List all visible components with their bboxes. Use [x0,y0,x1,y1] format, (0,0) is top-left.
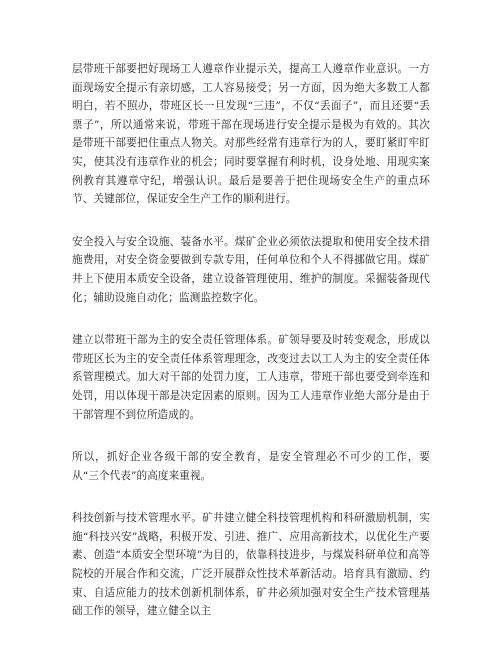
paragraph-responsibility-system: 建立以带班干部为主的安全责任管理体系。矿领导要及时转变观念，形成以带班区长为主的安全责任体系管理理念，改变过去以工人为主的安全责任体系管理模式。加大对干部的处罚力度，工人违章，带班干部也要受到牵连和处罚，用以体现干部是决定因素的原则。因为工人违章作业绝大部分是由于干部管理不到位所造成的。 [72,334,430,421]
paragraph-safety-investment: 安全投入与安全设施、装备水平。煤矿企业必须依法提取和使用安全技术措施费用，对安全资金要做到专款专用，任何单位和个人不得挪做它用。煤矿井上下使用本质安全设备，建立设备管理使用、维护的制度。采掘装备现代化；辅助设施自动化；监测监控数字化。 [72,235,430,304]
paragraph-technology-innovation: 科技创新与技术管理水平。矿井建立健全科技管理机构和科研激励机制，实施“科技兴安”战略，积极开发、引进、推广、应用高新技术，以优化生产要素、创造“本质安全型环境”为目的，依靠科技进步，与煤炭科研单位和高等院校的开展合作和交流，广泛开展群众性技术革新活动。培育具有激励、约束、自适应能力的技术创新机制体系，矿井必须加强对安全生产技术管理基础工作的领导，建立健全以主 [72,512,430,618]
paragraph-cadre-education: 所以，抓好企业各级干部的安全教育，是安全管理必不可少的工作，要从“三个代表”的高度来重视。 [72,451,430,482]
paragraph-supervisor-on-site-safety: 层带班干部要把好现场工人遵章作业提示关，提高工人遵章作业意识。一方面现场安全提示有亲切感，工人容易接受；另一方面，因为绝大多数工人都明白，若不照办，带班区长一旦发现“三违”，不仅“丢面子”，而且还要“丢票子”，所以通常来说，带班干部在现场进行安全提示是极为有效的。其次是带班干部要把住重点人物关。对那些经常有违章行为的人，要盯紧盯牢盯实，使其没有违章作业的机会；同时要掌握有利时机，设身处地、用现实案例教育其遵章守纪，增强认识。最后是要善于把住现场安全生产的重点环节、关键部位，保证安全生产工作的顺利进行。 [72,63,430,206]
document-page [72,60,430,621]
